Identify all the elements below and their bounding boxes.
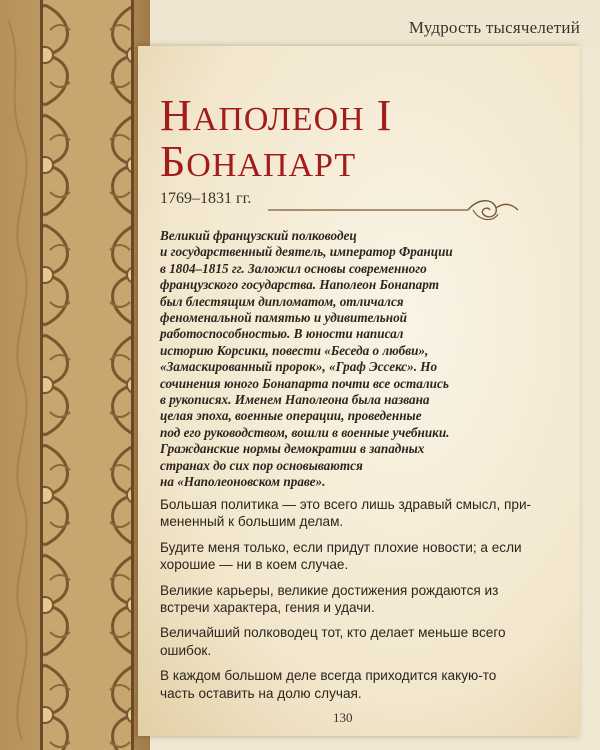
bio-line: и государственный деятель, император Франции [160,244,453,260]
quote-paragraph [160,496,530,531]
quote-line: Большая политика — это всего лишь здравый смысл, при- [160,497,532,512]
biography-text [160,228,505,491]
quote-line: Величайший полководец тот, кто делает меньше всего [160,625,506,641]
bio-line: целая эпоха, военные операции, проведенные [160,408,422,424]
quote-line: Будите меня только, если придут плохие новости; а если [160,539,522,555]
bio-line: на «Наполеоновском праве». [160,474,326,490]
title-1-numeral: I [364,91,393,140]
title-1-rest: АПОЛЕОН [192,101,365,138]
bio-line: французского государства. Наполеон Бонапарт [160,277,439,293]
bio-line: сочинения юного Бонапарта почти все остались [160,375,449,391]
quote-line: Великие карьеры, великие достижения рождаются из [160,582,499,598]
title-1-initial: Н [160,91,193,140]
quote-line: В каждом большом деле всегда приходится какую-то [160,668,497,684]
bio-line: феноменальной памятью и удивительной [160,310,408,326]
quote-line: ошибок. [160,642,212,658]
section-title: Мудрость тысячелетий [408,18,580,37]
bio-line: в рукописях. Именем Наполеона была названа [160,392,430,408]
bio-line: «Замаскированный пророк», «Граф Эссекс». Но [160,359,438,375]
bio-line: в 1804–1815 гг. Заложил основы современного [160,260,427,276]
quote-line: хорошие — ни в коем случае. [160,557,349,573]
bio-line: странах до сих пор основываются [160,457,363,473]
quote-line: встречи характера, гения и удачи. [160,600,375,616]
bio-line: историю Корсики, повести «Беседа о любви», [160,342,429,358]
title-2-rest: ОНАПАРТ [186,147,357,184]
quote-line: мененный к большим делам. [160,514,344,530]
bio-line: был блестящим дипломатом, отличался [160,293,404,309]
title-line-1 [160,91,393,140]
quote-paragraph [160,624,530,659]
flourish-ornament [268,196,528,224]
ornament-pattern [0,0,150,750]
bio-line: Гражданские нормы демократии в западных [160,441,425,457]
ornament-border [0,0,150,750]
bio-line: под его руководством, вошли в военные учебники. [160,424,450,440]
quote-paragraph [160,667,530,702]
quotes-list [160,496,530,710]
title-line-2 [160,137,357,186]
page-number: 130 [333,710,353,725]
header-band [150,0,600,46]
quote-paragraph [160,582,530,617]
years: 1769–1831 гг. [160,190,252,207]
bio-line: работоспособностью. В юности написал [160,326,404,342]
quote-line: часть оставить на долю случая. [160,685,362,701]
title-2-initial: Б [160,137,187,186]
quote-paragraph [160,539,530,574]
bio-line: Великий французский полководец [160,228,357,243]
